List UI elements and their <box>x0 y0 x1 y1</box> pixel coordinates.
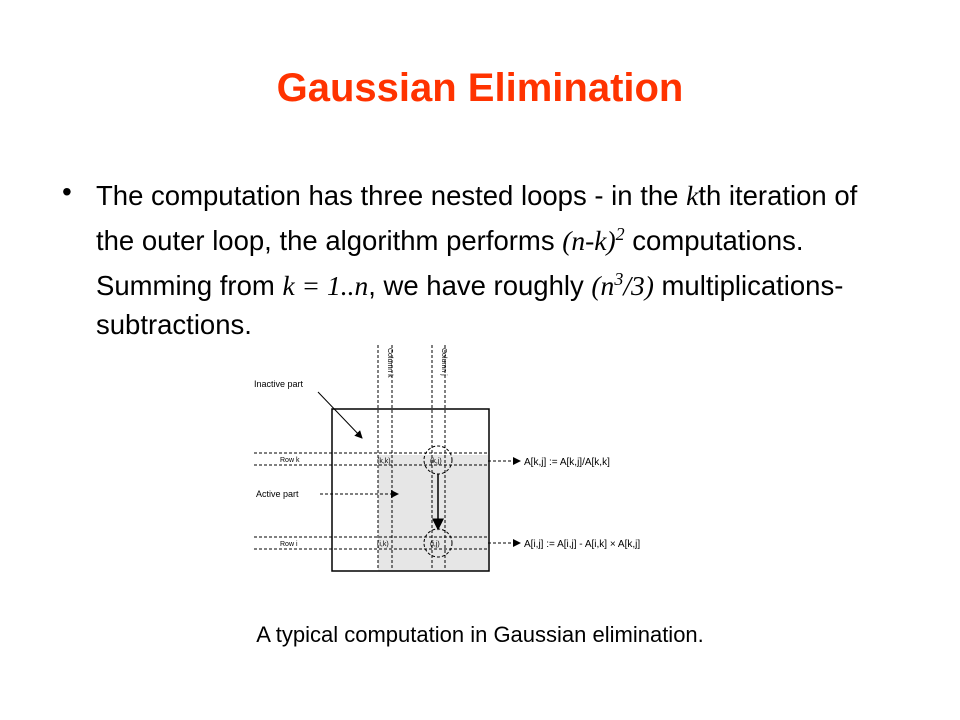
expression-n-cubed: (n <box>591 270 615 302</box>
column-k-label: Column k <box>386 348 393 378</box>
variable-k: k <box>686 180 699 211</box>
cell-kj-label: (k,j) <box>430 458 442 465</box>
bullet-text-part: multiplications-subtractions. <box>96 270 844 341</box>
range-expression: k = 1..n <box>282 270 369 302</box>
row-k-label: Row k <box>280 457 300 464</box>
active-region-shading <box>378 455 488 571</box>
slide-title: Gaussian Elimination <box>276 66 684 110</box>
equation-row-k: A[k,j] := A[k,j]/A[k,k] <box>524 457 610 468</box>
bullet-text-part: The computation has three nested loops - in the <box>96 180 687 211</box>
equation-row-i: A[i,j] := A[i,j] - A[i,k] × A[k,j] <box>524 539 641 550</box>
bullet-text-part: , we have roughly <box>368 270 592 302</box>
bullet-text-part: computations. Summing from <box>96 225 804 302</box>
cell-ij-label: (i,j) <box>430 541 440 548</box>
bullet-point: • <box>62 176 72 207</box>
column-j-label: Column j <box>440 348 447 376</box>
expression-over-3: /3) <box>623 270 654 302</box>
bullet-text <box>96 176 886 344</box>
bullet-text-part: th iteration of the outer loop, the algorithm performs <box>96 180 858 257</box>
cell-ik-label: (i,k) <box>377 541 389 548</box>
active-part-label: Active part <box>256 489 299 499</box>
figure-caption: A typical computation in Gaussian elimination. <box>256 622 704 647</box>
exponent-3: 3 <box>614 269 624 290</box>
row-i-label: Row i <box>280 541 298 548</box>
exponent-2: 2 <box>615 224 625 244</box>
cell-kk-label: (k,k) <box>377 458 391 465</box>
inactive-part-label: Inactive part <box>254 379 304 389</box>
gaussian-elimination-diagram <box>248 340 708 580</box>
expression-n-minus-k: (n-k) <box>562 225 616 257</box>
